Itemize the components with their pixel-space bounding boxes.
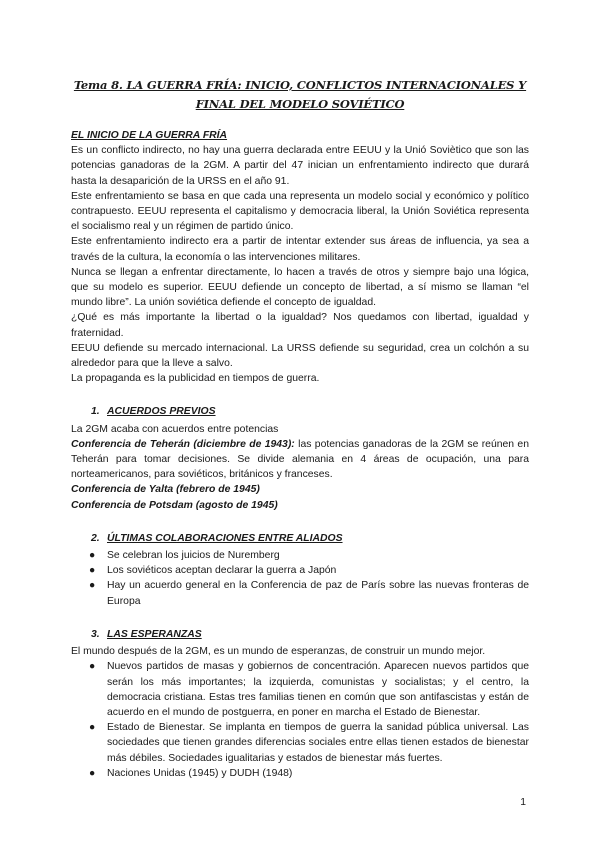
paragraph: La 2GM acaba con acuerdos entre potencias (71, 423, 279, 435)
list-item (71, 659, 529, 720)
paragraph: Este enfrentamiento indirecto era a partir de intentar extender sus áreas de influencia, ya sea a través de la cultura, la economía o las intervenciones militares. (71, 236, 529, 263)
list-item-text: Estado de Bienestar. Se implanta en tiempos de guerra la sanidad pública universal. Las sociedades que tienen grandes diferencias sociales entre ellas tienen estados de bienestar más débiles. Sociedades igualitarias y estados de bienestar más fuertes. (107, 722, 529, 764)
list-item (71, 548, 529, 563)
paragraph: El mundo después de la 2GM, es un mundo de esperanzas, de construir un mundo mejor. (71, 646, 486, 658)
paragraph: La propaganda es la publicidad en tiempos de guerra. (71, 373, 320, 385)
bullet-list (71, 548, 529, 609)
list-item (71, 766, 529, 781)
bullet-icon: ● (89, 722, 96, 734)
bullet-icon: ● (89, 565, 96, 577)
paragraph-teheran (71, 437, 529, 483)
section-number: 1. (91, 406, 100, 418)
paragraph: ¿Qué es más importante la libertad o la igualdad? Nos quedamos con libertad, igualdad y fraternidad. (71, 312, 529, 339)
section-heading (71, 531, 529, 546)
paragraph: EEUU defiende su mercado internacional. La URSS defiende su seguridad, crea un colchón a su alrededor para que la lleve a salvo. (71, 342, 529, 370)
conference-yalta: Conferencia de Yalta (febrero de 1945) (71, 484, 260, 496)
list-item (71, 720, 529, 766)
section-heading (71, 627, 529, 642)
list-item-text: Se celebran los juicios de Nuremberg (107, 550, 280, 562)
section-heading-text: ÚLTIMAS COLABORACIONES ENTRE ALIADOS (107, 532, 343, 544)
section-heading-text: ACUERDOS PREVIOS (107, 406, 216, 418)
paragraph: Nunca se llegan a enfrentar directamente, lo hacen a través de otros y siempre bajo una lógica, que su modelo es superior. EEUU defiende un concepto de libertad, a sí mismo se llaman “el mundo libre”. La unión soviética defiende el concepto de igualdad. (71, 266, 529, 309)
conference-teheran-text: las potencias ganadoras de la 2GM se reúnen en Teherán para tomar decisiones. Se divide alemania en 4 áreas de ocupación, una para norteamericanos, para soviéticos, británicos y franceses. (71, 438, 529, 481)
document-title: Tema 8. LA GUERRA FRÍA: INICIO, CONFLICTOS INTERNACIONALES Y FINAL DEL MODELO SOVIÉTICO (73, 78, 527, 111)
section-heading (71, 404, 529, 419)
list-item-text: Los soviéticos aceptan declarar la guerra a Japón (107, 565, 337, 577)
section-las-esperanzas (71, 627, 529, 781)
document-body (71, 128, 529, 781)
list-item-text: Nuevos partidos de masas y gobiernos de concentración. Aparecen nuevos partidos que serán los más importantes; la izquierda, comunistas y socialistas; y el centro, la democracia cristiana. Estas tres familias tienen en común que son antifascistas y están de acuerdo en el mundo de postguerra, en poner en marcha el Estado de Bienestar. (107, 661, 529, 718)
list-item-text: Naciones Unidas (1945) y DUDH (1948) (107, 767, 293, 779)
section-number: 2. (91, 532, 100, 544)
bullet-icon: ● (89, 767, 96, 779)
section-acuerdos-previos (71, 404, 529, 512)
bullet-list (71, 659, 529, 781)
conference-potsdam: Conferencia de Potsdam (agosto de 1945) (71, 499, 278, 511)
section-number: 3. (91, 628, 100, 640)
conference-teheran-label: Conferencia de Teherán (diciembre de 1943): (71, 438, 295, 450)
list-item (71, 578, 529, 608)
bullet-icon: ● (89, 580, 96, 592)
list-item-text: Hay un acuerdo general en la Conferencia de paz de París sobre las nuevas fronteras de Europa (107, 580, 529, 607)
section-heading-inicio: EL INICIO DE LA GUERRA FRÍA (71, 130, 228, 141)
paragraph: Es un conflicto indirecto, no hay una guerra declarada entre EEUU y la Unió Soviètico que son las potencias ganadoras de la 2GM. A partir del 47 inician un enfrentamiento indirecto que durará hasta la desaparición de la URSS en el año 91. (71, 145, 529, 187)
section-heading-text: LAS ESPERANZAS (107, 628, 202, 640)
bullet-icon: ● (89, 661, 96, 673)
list-item (71, 563, 529, 578)
paragraph: Este enfrentamiento se basa en que cada una representa un modelo social y económico y político contrapuesto. EEUU representa el capitalismo y democracia liberal, la Unión Soviética representa el socialismo real y un régimen de partido único. (71, 190, 529, 233)
page-number: 1 (520, 797, 526, 808)
section-ultimas-colaboraciones (71, 531, 529, 609)
bullet-icon: ● (89, 550, 96, 562)
